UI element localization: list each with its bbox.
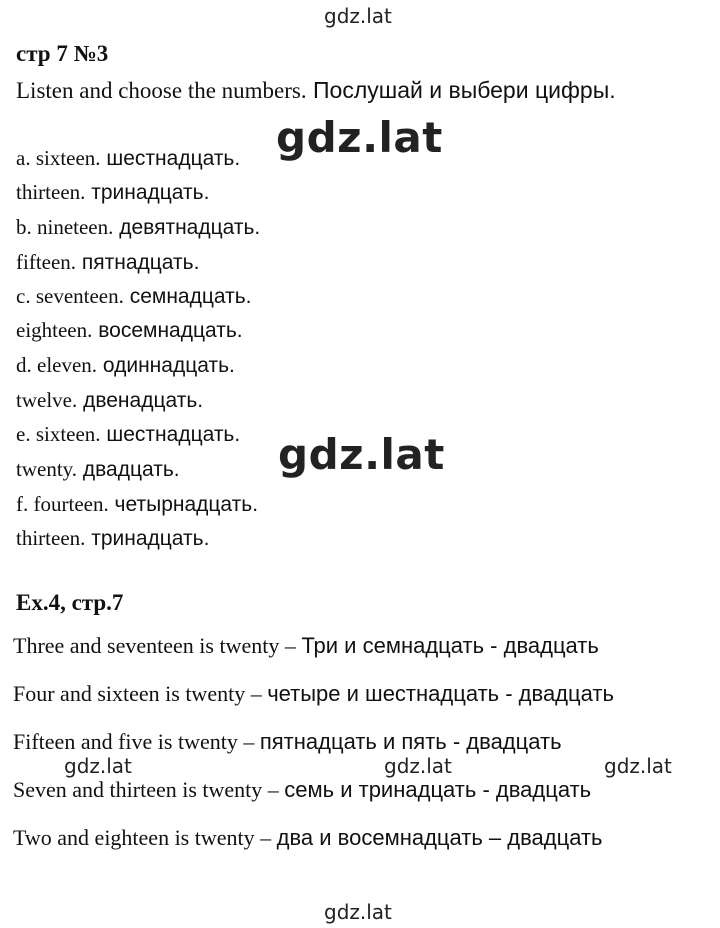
item-en: fifteen. <box>16 250 77 274</box>
item-en: a. sixteen. <box>16 146 101 170</box>
watermark-large: gdz.lat <box>278 430 445 479</box>
item-en: e. sixteen. <box>16 422 101 446</box>
item-ru: девятнадцать. <box>113 216 261 239</box>
list-item <box>13 635 599 657</box>
item-ru: шестнадцать. <box>100 423 241 446</box>
item-en: thirteen. <box>16 526 86 550</box>
item-ru: четырнадцать. <box>108 493 259 516</box>
item-ru: восемнадцать. <box>92 319 243 342</box>
list-item <box>16 494 258 515</box>
item-ru: двадцать. <box>77 458 180 481</box>
list-item <box>13 779 591 801</box>
sentence-en: Three and seventeen is twenty – <box>13 633 302 658</box>
list-item <box>16 217 260 238</box>
list-item <box>13 731 562 753</box>
instruction-ru: Послушай и выбери цифры. <box>306 77 616 103</box>
item-en: eighteen. <box>16 318 93 342</box>
item-ru: семнадцать. <box>123 285 252 308</box>
sentence-ru: Три и семнадцать - двадцать <box>301 633 599 658</box>
list-item <box>16 459 180 480</box>
item-en: twenty. <box>16 457 78 481</box>
sentence-en: Two and eighteen is twenty – <box>13 825 277 850</box>
instruction-en: Listen and choose the numbers. <box>16 78 307 103</box>
exercise-3-heading: стр 7 №3 <box>16 41 109 66</box>
watermark-small: gdz.lat <box>384 754 452 778</box>
sentence-ru: пятнадцать и пять - двадцать <box>259 729 562 754</box>
sentence-en: Fifteen and five is twenty – <box>13 729 260 754</box>
list-item <box>16 355 235 376</box>
item-en: f. fourteen. <box>16 492 109 516</box>
item-ru: шестнадцать. <box>100 147 241 170</box>
sentence-en: Four and sixteen is twenty – <box>13 681 268 706</box>
list-item <box>16 182 209 203</box>
list-item <box>16 528 209 549</box>
watermark-top: gdz.lat <box>324 4 392 28</box>
item-ru: одиннадцать. <box>97 354 235 377</box>
item-en: twelve. <box>16 388 78 412</box>
item-en: b. nineteen. <box>16 215 114 239</box>
item-ru: тринадцать. <box>85 527 210 550</box>
list-item <box>16 148 240 169</box>
item-ru: двенадцать. <box>77 389 204 412</box>
list-item <box>16 320 243 341</box>
list-item <box>13 683 614 705</box>
sentence-ru: семь и тринадцать - двадцать <box>284 777 592 802</box>
list-item <box>16 424 240 445</box>
watermark-small: gdz.lat <box>604 754 672 778</box>
exercise-4-heading: Ex.4, стр.7 <box>16 590 124 615</box>
watermark-large: gdz.lat <box>276 113 443 162</box>
sentence-ru: четыре и шестнадцать - двадцать <box>267 681 614 706</box>
item-ru: пятнадцать. <box>76 251 200 274</box>
item-en: c. seventeen. <box>16 284 124 308</box>
watermark-small: gdz.lat <box>64 754 132 778</box>
list-item <box>16 390 203 411</box>
sentence-en: Seven and thirteen is twenty – <box>13 777 285 802</box>
watermark-bottom: gdz.lat <box>324 900 392 924</box>
sentence-ru: два и восемнадцать – двадцать <box>276 825 603 850</box>
item-ru: тринадцать. <box>85 181 210 204</box>
item-en: d. eleven. <box>16 353 98 377</box>
item-en: thirteen. <box>16 180 86 204</box>
list-item <box>13 827 603 849</box>
list-item <box>16 252 199 273</box>
exercise-3-instruction <box>16 79 616 102</box>
list-item <box>16 286 252 307</box>
